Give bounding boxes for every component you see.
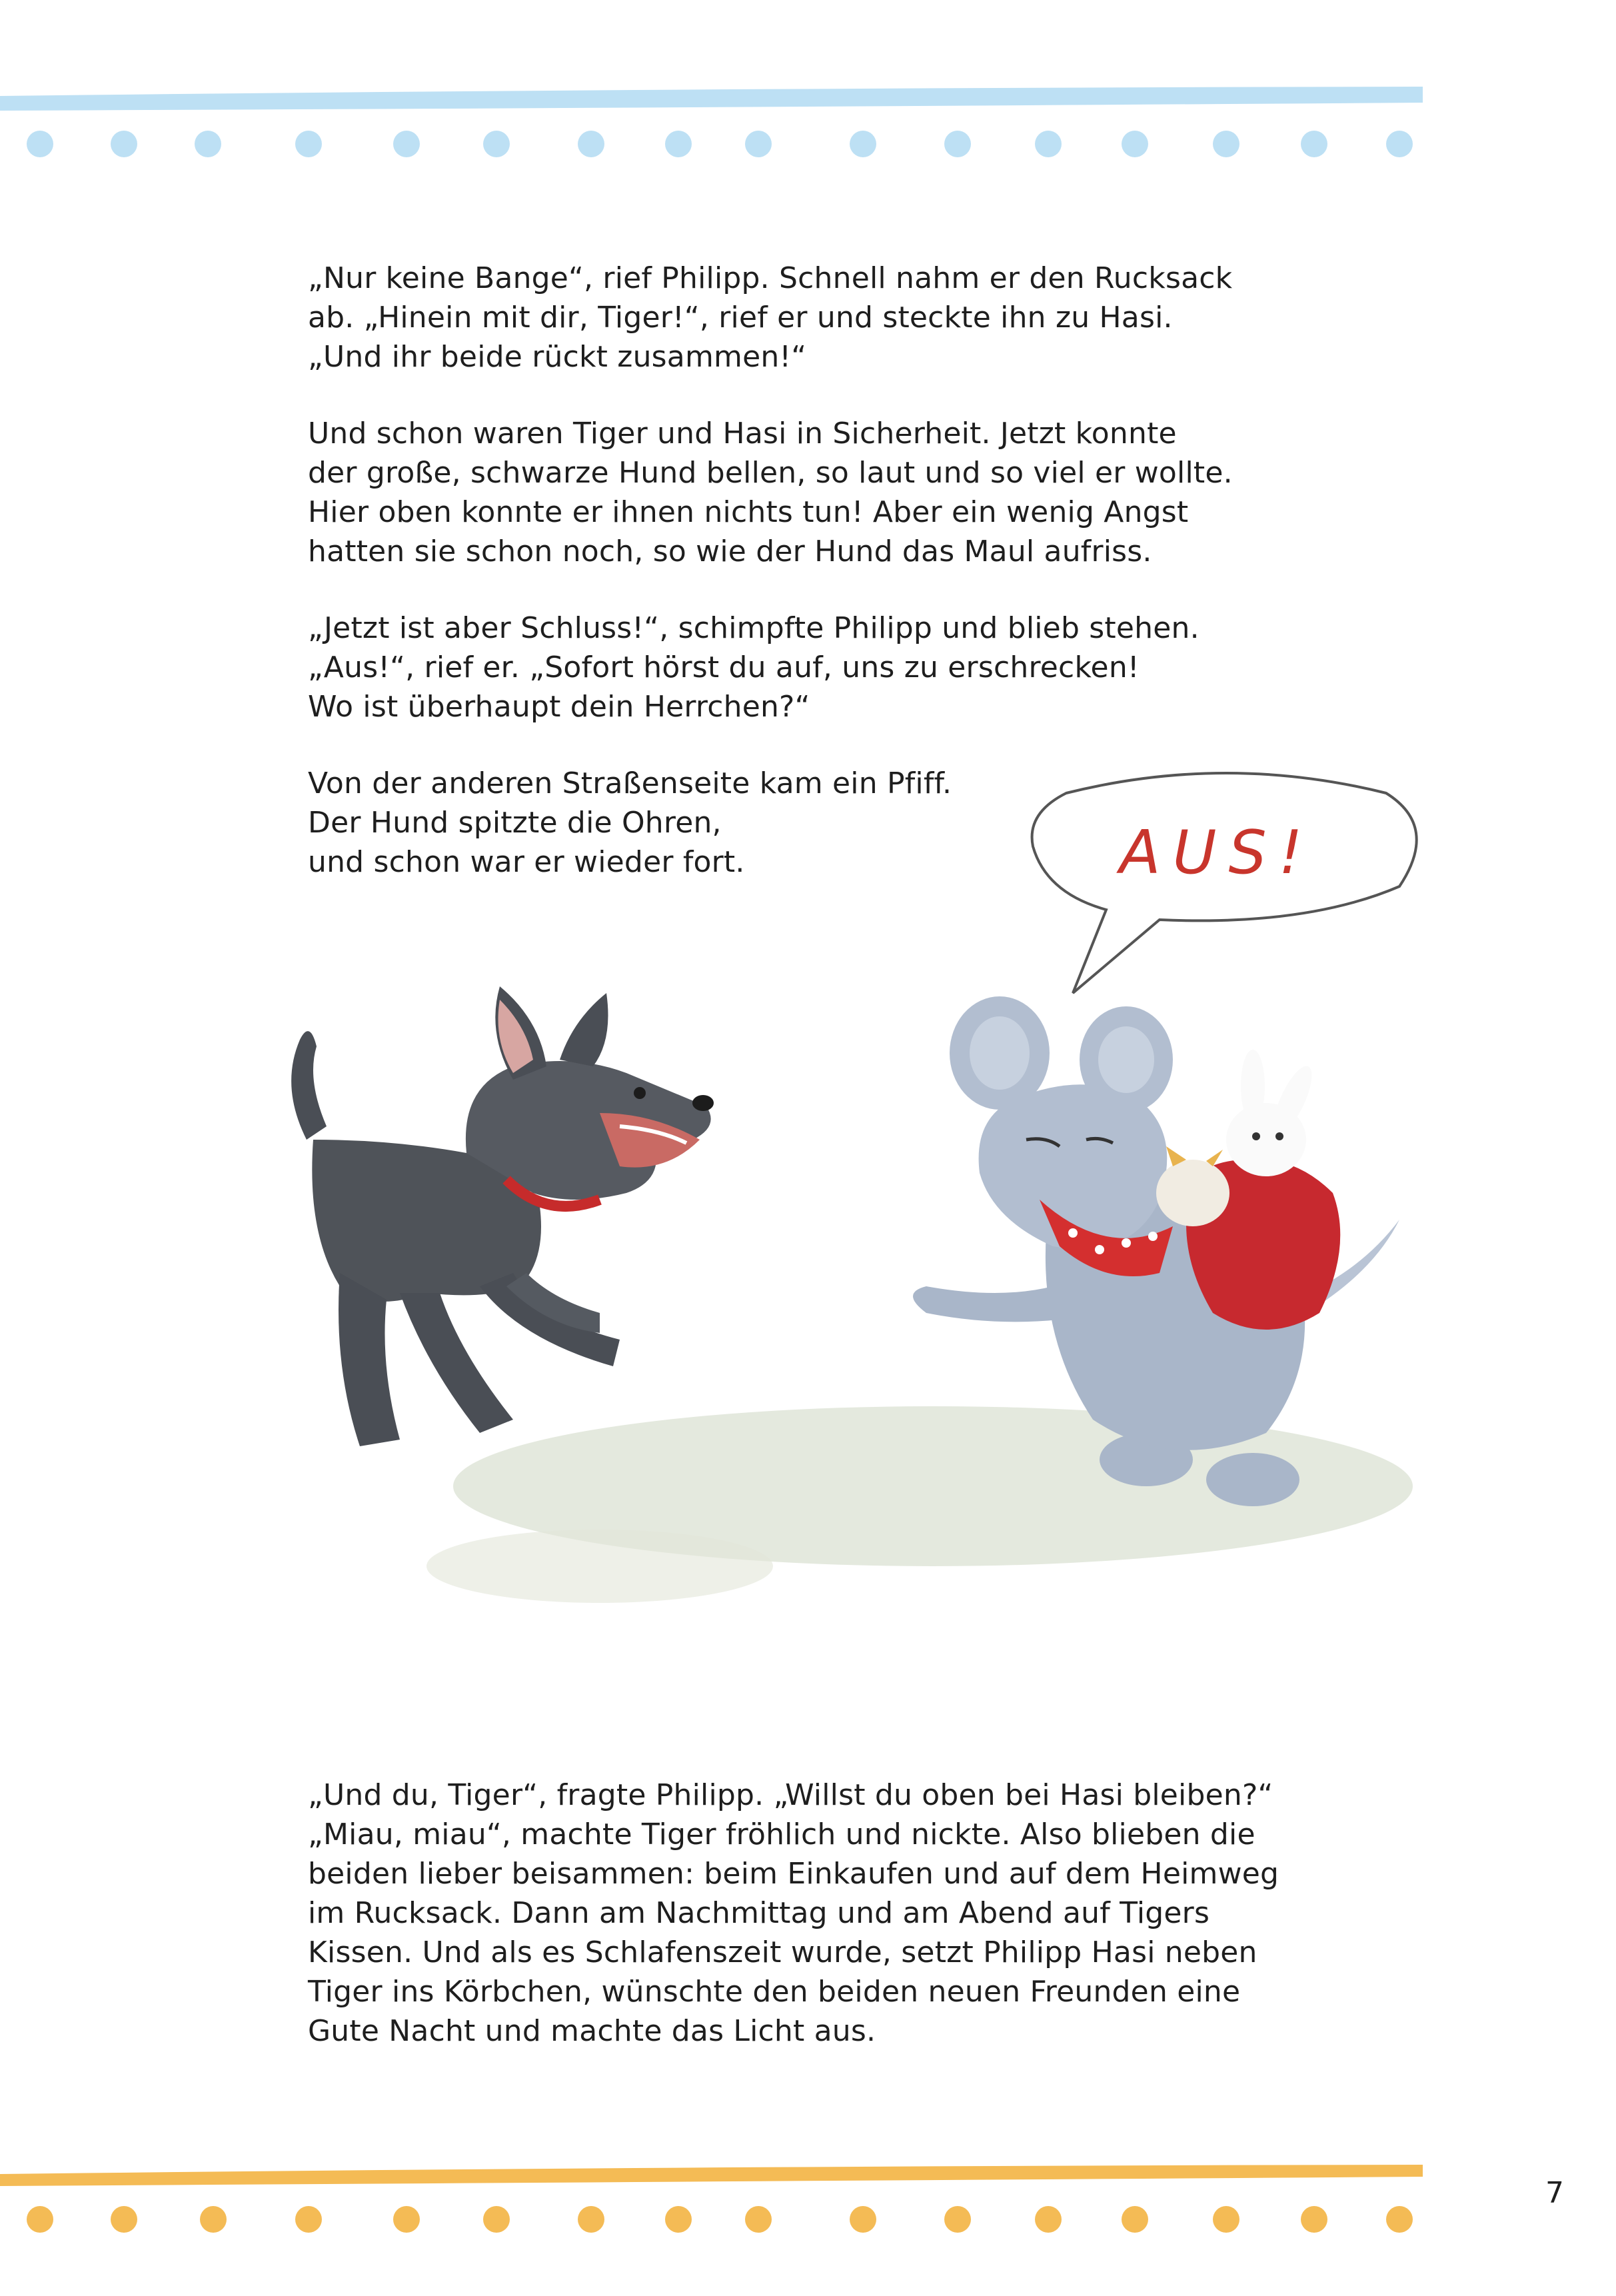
text-line: „Aus!“, rief er. „Sofort hörst du auf, uns zu erschrecken!: [308, 650, 1140, 684]
text-line: Tiger ins Körbchen, wünschte den beiden neuen Freunden eine: [308, 1975, 1241, 2009]
text-line: hatten sie schon noch, so wie der Hund das Maul aufriss.: [308, 535, 1152, 569]
text-line: Und schon waren Tiger und Hasi in Sicherheit. Jetzt konnte: [308, 417, 1177, 451]
bottom-dots: [27, 2206, 1413, 2233]
text-line: Hier oben konnte er ihnen nichts tun! Aber ein wenig Angst: [308, 495, 1189, 529]
story-illustration: [227, 766, 1466, 1700]
top-decoration: [0, 73, 1616, 167]
text-line: der große, schwarze Hund bellen, so laut und so viel er wollte.: [308, 456, 1233, 490]
bottom-decoration: [0, 2153, 1616, 2246]
text-line: „Und du, Tiger“, fragte Philipp. „Willst du oben bei Hasi bleiben?“: [308, 1778, 1273, 1812]
rabbit-icon: [1226, 1050, 1319, 1176]
speech-bubble-text: AUS!: [1120, 818, 1315, 888]
paragraph: [308, 259, 1233, 377]
dog-icon: [291, 986, 714, 1446]
paragraph: [308, 414, 1233, 571]
text-line: Kissen. Und als es Schlafenszeit wurde, setzt Philipp Hasi neben: [308, 1935, 1257, 1969]
page-number: 7: [1545, 2176, 1564, 2210]
text-line: Wo ist überhaupt dein Herrchen?“: [308, 690, 810, 724]
paragraph: [308, 608, 1233, 726]
bottom-stripe: [0, 2165, 1423, 2186]
text-line: „Nur keine Bange“, rief Philipp. Schnell nahm er den Rucksack: [308, 261, 1233, 295]
top-stripe: [0, 87, 1423, 111]
text-line: ab. „Hinein mit dir, Tiger!“, rief er und steckte ihn zu Hasi.: [308, 301, 1173, 335]
text-line: Gute Nacht und machte das Licht aus.: [308, 2014, 876, 2048]
paragraph: [308, 1775, 1279, 2051]
text-line: Der Hund spitzte die Ohren,: [308, 806, 722, 840]
kitten-icon: [1156, 1146, 1229, 1226]
story-text-bottom: [308, 1775, 1279, 2088]
text-line: beiden lieber beisammen: beim Einkaufen und auf dem Heimweg: [308, 1857, 1279, 1891]
text-line: „Und ihr beide rückt zusammen!“: [308, 340, 807, 374]
text-line: und schon war er wieder fort.: [308, 845, 745, 879]
top-dots: [27, 131, 1413, 157]
text-line: Von der anderen Straßenseite kam ein Pfiff.: [308, 766, 952, 800]
speech-bubble: [1032, 773, 1417, 993]
text-line: „Jetzt ist aber Schluss!“, schimpfte Philipp und blieb stehen.: [308, 611, 1200, 645]
text-line: im Rucksack. Dann am Nachmittag und am Abend auf Tigers: [308, 1896, 1210, 1930]
text-line: „Miau, miau“, machte Tiger fröhlich und nickte. Also blieben die: [308, 1817, 1255, 1851]
